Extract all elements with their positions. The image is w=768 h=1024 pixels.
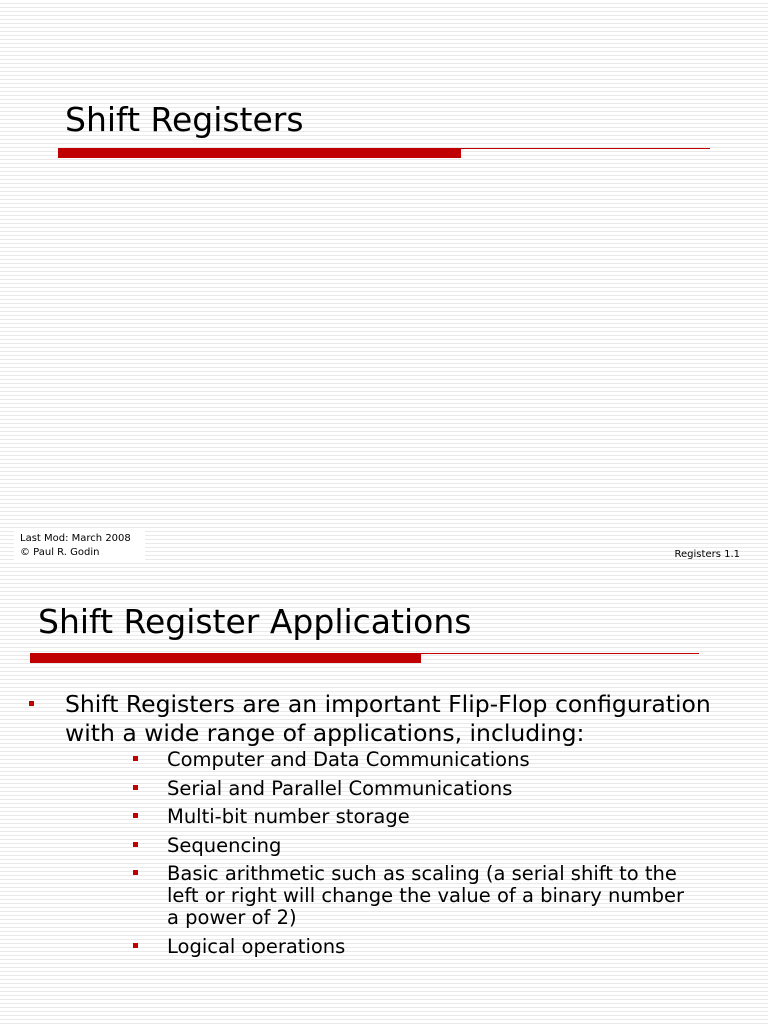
sub-bullet-text: Multi-bit number storage — [167, 805, 410, 828]
title-rule-thick — [30, 654, 421, 663]
sub-bullet-item — [65, 936, 728, 958]
square-bullet-icon — [133, 785, 138, 790]
square-bullet-icon — [133, 870, 138, 875]
sub-bullet-text: Logical operations — [167, 934, 346, 958]
square-bullet-icon — [29, 701, 34, 706]
last-modified-text: Last Mod: March 2008 — [20, 533, 131, 544]
page-number: Registers 1.1 — [674, 549, 740, 560]
sub-bullet-text: Computer and Data Communications — [167, 748, 530, 771]
sub-bullet-text: Sequencing — [167, 833, 282, 857]
bullet-item — [0, 690, 768, 958]
bullet-text: Shift Registers are an important Flip-Flop configuration with a wide range of applications, including: — [65, 690, 711, 747]
slide-title: Shift Registers — [65, 100, 304, 139]
sub-bullet-text: Serial and Parallel Communications — [167, 776, 513, 800]
bullet-list — [0, 690, 768, 964]
sub-bullet-item — [65, 749, 728, 771]
sub-bullet-item — [65, 778, 728, 800]
square-bullet-icon — [133, 943, 138, 948]
slide-2 — [0, 580, 768, 1024]
sub-bullet-text: Basic arithmetic such as scaling (a serial shift to the left or right will change the value of a binary number a power of 2) — [167, 862, 685, 929]
square-bullet-icon — [133, 813, 138, 818]
square-bullet-icon — [133, 756, 138, 761]
footnote-box — [14, 531, 145, 561]
sub-bullet-item — [65, 806, 728, 828]
sub-bullet-item — [65, 863, 728, 929]
title-rule-thick — [58, 149, 461, 158]
square-bullet-icon — [133, 842, 138, 847]
sub-bullet-list — [65, 749, 728, 958]
sub-bullet-item — [65, 835, 728, 857]
copyright-text: © Paul R. Godin — [20, 547, 100, 558]
slide-title: Shift Register Applications — [38, 602, 472, 641]
